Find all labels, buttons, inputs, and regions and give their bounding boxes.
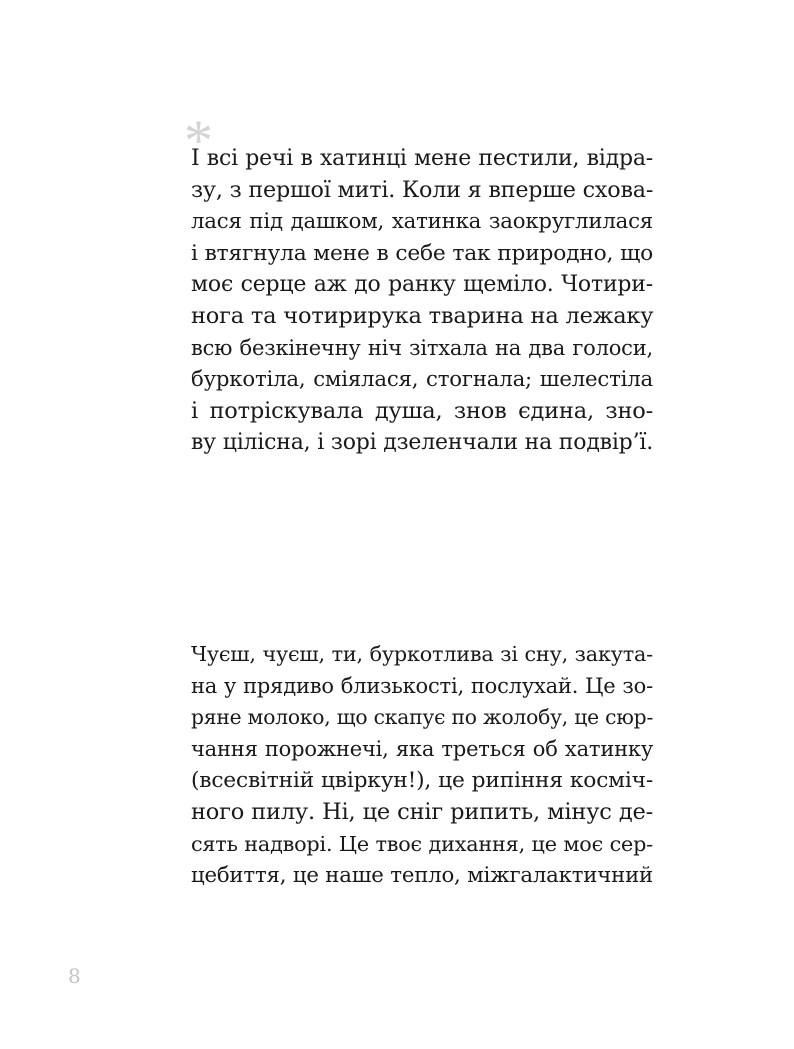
text-line: ряне молоко, що скапує по жолобу, це сюр- (191, 705, 654, 730)
text-line: зу, з першої миті. Коли я вперше схова- (191, 176, 654, 203)
text-line: цебиття, це наше тепло, міжгалактичний (191, 863, 653, 889)
text-line: чання порожнечі, яка треться об хатинку (191, 736, 653, 761)
text-line: (всесвітній цвіркун!), це рипіння косміч- (191, 768, 653, 794)
text-line: І всі речі в хатинці мене пестили, відра- (191, 146, 653, 171)
page-number: 8 (68, 964, 81, 988)
text-line: на у прядиво близькості, послухай. Це зо- (191, 673, 653, 698)
paragraph-2 (191, 639, 653, 892)
text-line: всю безкінечну ніч зітхала на два голоси, (191, 335, 653, 360)
text-line: і втягнула мене в себе так природно, що (191, 240, 653, 266)
text-line: ву цілісна, і зорі дзеленчали на подвір’ї. (191, 430, 653, 456)
text-line: моє серце аж до ранку щеміло. Чотири- (191, 272, 653, 298)
text-line: буркотіла, сміялася, стогнала; шелестіла (191, 367, 653, 393)
text-line: ного пилу. Ні, це сніг рипить, мінус де- (191, 798, 653, 825)
text-line: нога та чотирирука тварина на лежаку (191, 302, 654, 329)
text-line: і потріскувала душа, знов єдина, зно- (191, 397, 653, 424)
text-line: Чуєш, чуєш, ти, буркотлива зі сну, закута- (191, 642, 653, 666)
decorative-asterisk: * (184, 108, 213, 173)
text-line: сять надворі. Це твоє дихання, це моє сер- (191, 831, 653, 856)
paragraph-1 (191, 143, 653, 459)
text-line: лася під дашком, хатинка заокруглилася (191, 209, 653, 235)
